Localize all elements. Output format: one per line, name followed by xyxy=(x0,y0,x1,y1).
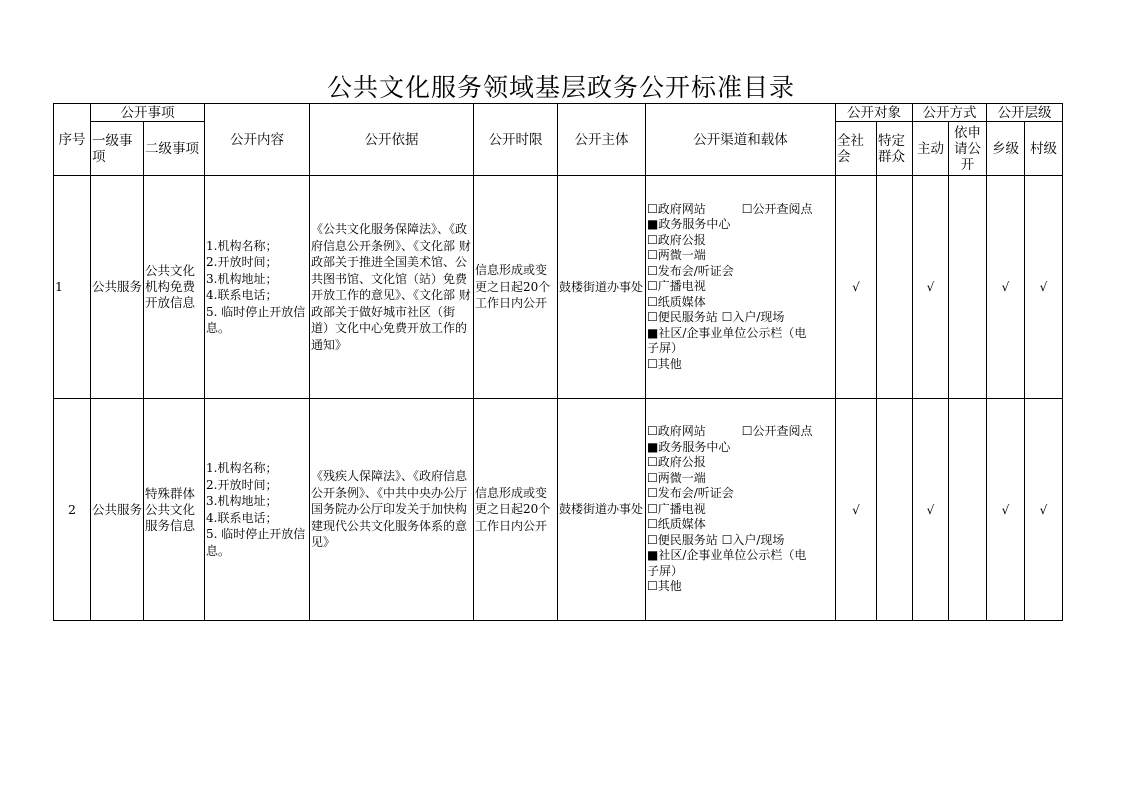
header-level-village: 村级 xyxy=(1025,122,1063,176)
row-content xyxy=(205,399,310,621)
row-channels xyxy=(646,176,836,399)
check-level-village: √ xyxy=(1025,399,1063,621)
check-level-village: √ xyxy=(1025,176,1063,399)
content-line: 4.联系电话； xyxy=(206,288,278,302)
channel-line: 子屏） xyxy=(647,341,684,356)
channel-line: ☐其他 xyxy=(647,356,682,371)
content-line: 4.联系电话； xyxy=(206,510,278,525)
channel-line: ☐纸质媒体 xyxy=(647,517,706,532)
row-channels xyxy=(646,399,836,621)
check-target-specific xyxy=(877,176,913,399)
channel-line: ■社区/企事业单位公示栏（电 xyxy=(647,325,807,340)
check-target-all: √ xyxy=(836,399,877,621)
content-line: 1.机构名称； xyxy=(206,461,278,475)
channel-line: ☐政府公报 xyxy=(647,232,706,247)
content-line: 5. 临时停止开放信息。 xyxy=(206,304,306,335)
check-level-town: √ xyxy=(987,399,1025,621)
channel-line: ■政务服务中心 xyxy=(647,217,731,232)
check-method-active: √ xyxy=(913,176,949,399)
content-line: 5. 临时停止开放信息。 xyxy=(206,527,306,558)
row-subject: 鼓楼街道办事处 xyxy=(558,176,646,399)
header-target-specific: 特定群众 xyxy=(877,122,913,176)
check-level-town: √ xyxy=(987,176,1025,399)
header-method-active: 主动 xyxy=(913,122,949,176)
content-line: 1.机构名称； xyxy=(206,238,278,253)
content-line: 2.开放时间； xyxy=(206,255,278,269)
row-subject: 鼓楼街道办事处 xyxy=(558,399,646,621)
content-line: 3.机构地址； xyxy=(206,494,278,508)
row-seq: 1 xyxy=(54,176,91,399)
document-title: 公共文化服务领域基层政务公开标准目录 xyxy=(326,73,795,102)
header-group-target: 公开对象 xyxy=(836,104,913,122)
row-basis: 《残疾人保障法》、《政府信息公开条例》、《中共中央办公厅 国务院办公厅印发关于加快构建现代公共文化服务体系的意见》 xyxy=(310,399,474,621)
channel-line: ☐广播电视 xyxy=(647,279,706,294)
channel-line: ☐政府公报 xyxy=(647,455,706,470)
row-seq: 2 xyxy=(54,399,91,621)
table-row xyxy=(54,176,1063,399)
channel-line: ☐便民服务站 ☐入户/现场 xyxy=(647,310,785,325)
header-level-town: 乡级 xyxy=(987,122,1025,176)
header-time-limit: 公开时限 xyxy=(474,104,558,176)
row-level1: 公共服务 xyxy=(91,399,144,621)
row-level2: 特殊群体公共文化服务信息 xyxy=(144,399,205,621)
header-group-items: 公开事项 xyxy=(91,104,205,122)
header-group-method: 公开方式 xyxy=(913,104,987,122)
header-channels: 公开渠道和载体 xyxy=(646,104,836,176)
catalog-table xyxy=(53,103,1063,621)
header-group-level: 公开层级 xyxy=(987,104,1063,122)
channel-line: ☐政府网站 ☐公开查阅点 xyxy=(647,201,813,216)
channel-line: ☐发布会/听证会 xyxy=(647,486,734,501)
header-seq: 序号 xyxy=(54,104,91,176)
header-level2: 二级事项 xyxy=(144,122,205,176)
check-target-specific xyxy=(877,399,913,621)
channel-line: ☐便民服务站 ☐入户/现场 xyxy=(647,532,785,547)
row-basis: 《公共文化服务保障法》、《政府信息公开条例》、《文化部 财政部关于推进全国美术馆、公共图书馆、文化馆（站）免费开放工作的意见》、《文化部 财政部关于做好城市社区（街道）文化中心免费开放工作的通知》 xyxy=(310,176,474,399)
channel-line: ☐两微一端 xyxy=(647,248,706,263)
check-method-request xyxy=(949,176,987,399)
row-level2: 公共文化机构免费开放信息 xyxy=(144,176,205,399)
row-level1: 公共服务 xyxy=(91,176,144,399)
channel-line: ■社区/企事业单位公示栏（电 xyxy=(647,548,807,563)
channel-line: ☐广播电视 xyxy=(647,501,706,516)
header-level1: 一级事项 xyxy=(91,122,144,176)
row-time-limit: 信息形成或变更之日起20个工作日内公开 xyxy=(474,399,558,621)
header-subject: 公开主体 xyxy=(558,104,646,176)
check-method-active: √ xyxy=(913,399,949,621)
channel-line: 子屏） xyxy=(647,563,684,578)
row-content xyxy=(205,176,310,399)
table-row xyxy=(54,399,1063,621)
channel-line: ☐发布会/听证会 xyxy=(647,263,734,278)
channel-line: ☐其他 xyxy=(647,579,682,594)
row-time-limit: 信息形成或变更之日起20个工作日内公开 xyxy=(474,176,558,399)
content-line: 2.开放时间； xyxy=(206,477,278,492)
header-basis: 公开依据 xyxy=(310,104,474,176)
header-content: 公开内容 xyxy=(205,104,310,176)
channel-line: ■政务服务中心 xyxy=(647,439,731,454)
check-target-all: √ xyxy=(836,176,877,399)
content-line: 3.机构地址； xyxy=(206,271,278,286)
channel-line: ☐政府网站 ☐公开查阅点 xyxy=(647,424,813,439)
check-method-request xyxy=(949,399,987,621)
header-target-all: 全社会 xyxy=(836,122,877,176)
header-method-request: 依申请公开 xyxy=(949,122,987,176)
header-row-groups xyxy=(54,104,1063,122)
channel-line: ☐纸质媒体 xyxy=(647,294,706,309)
channel-line: ☐两微一端 xyxy=(647,470,706,485)
